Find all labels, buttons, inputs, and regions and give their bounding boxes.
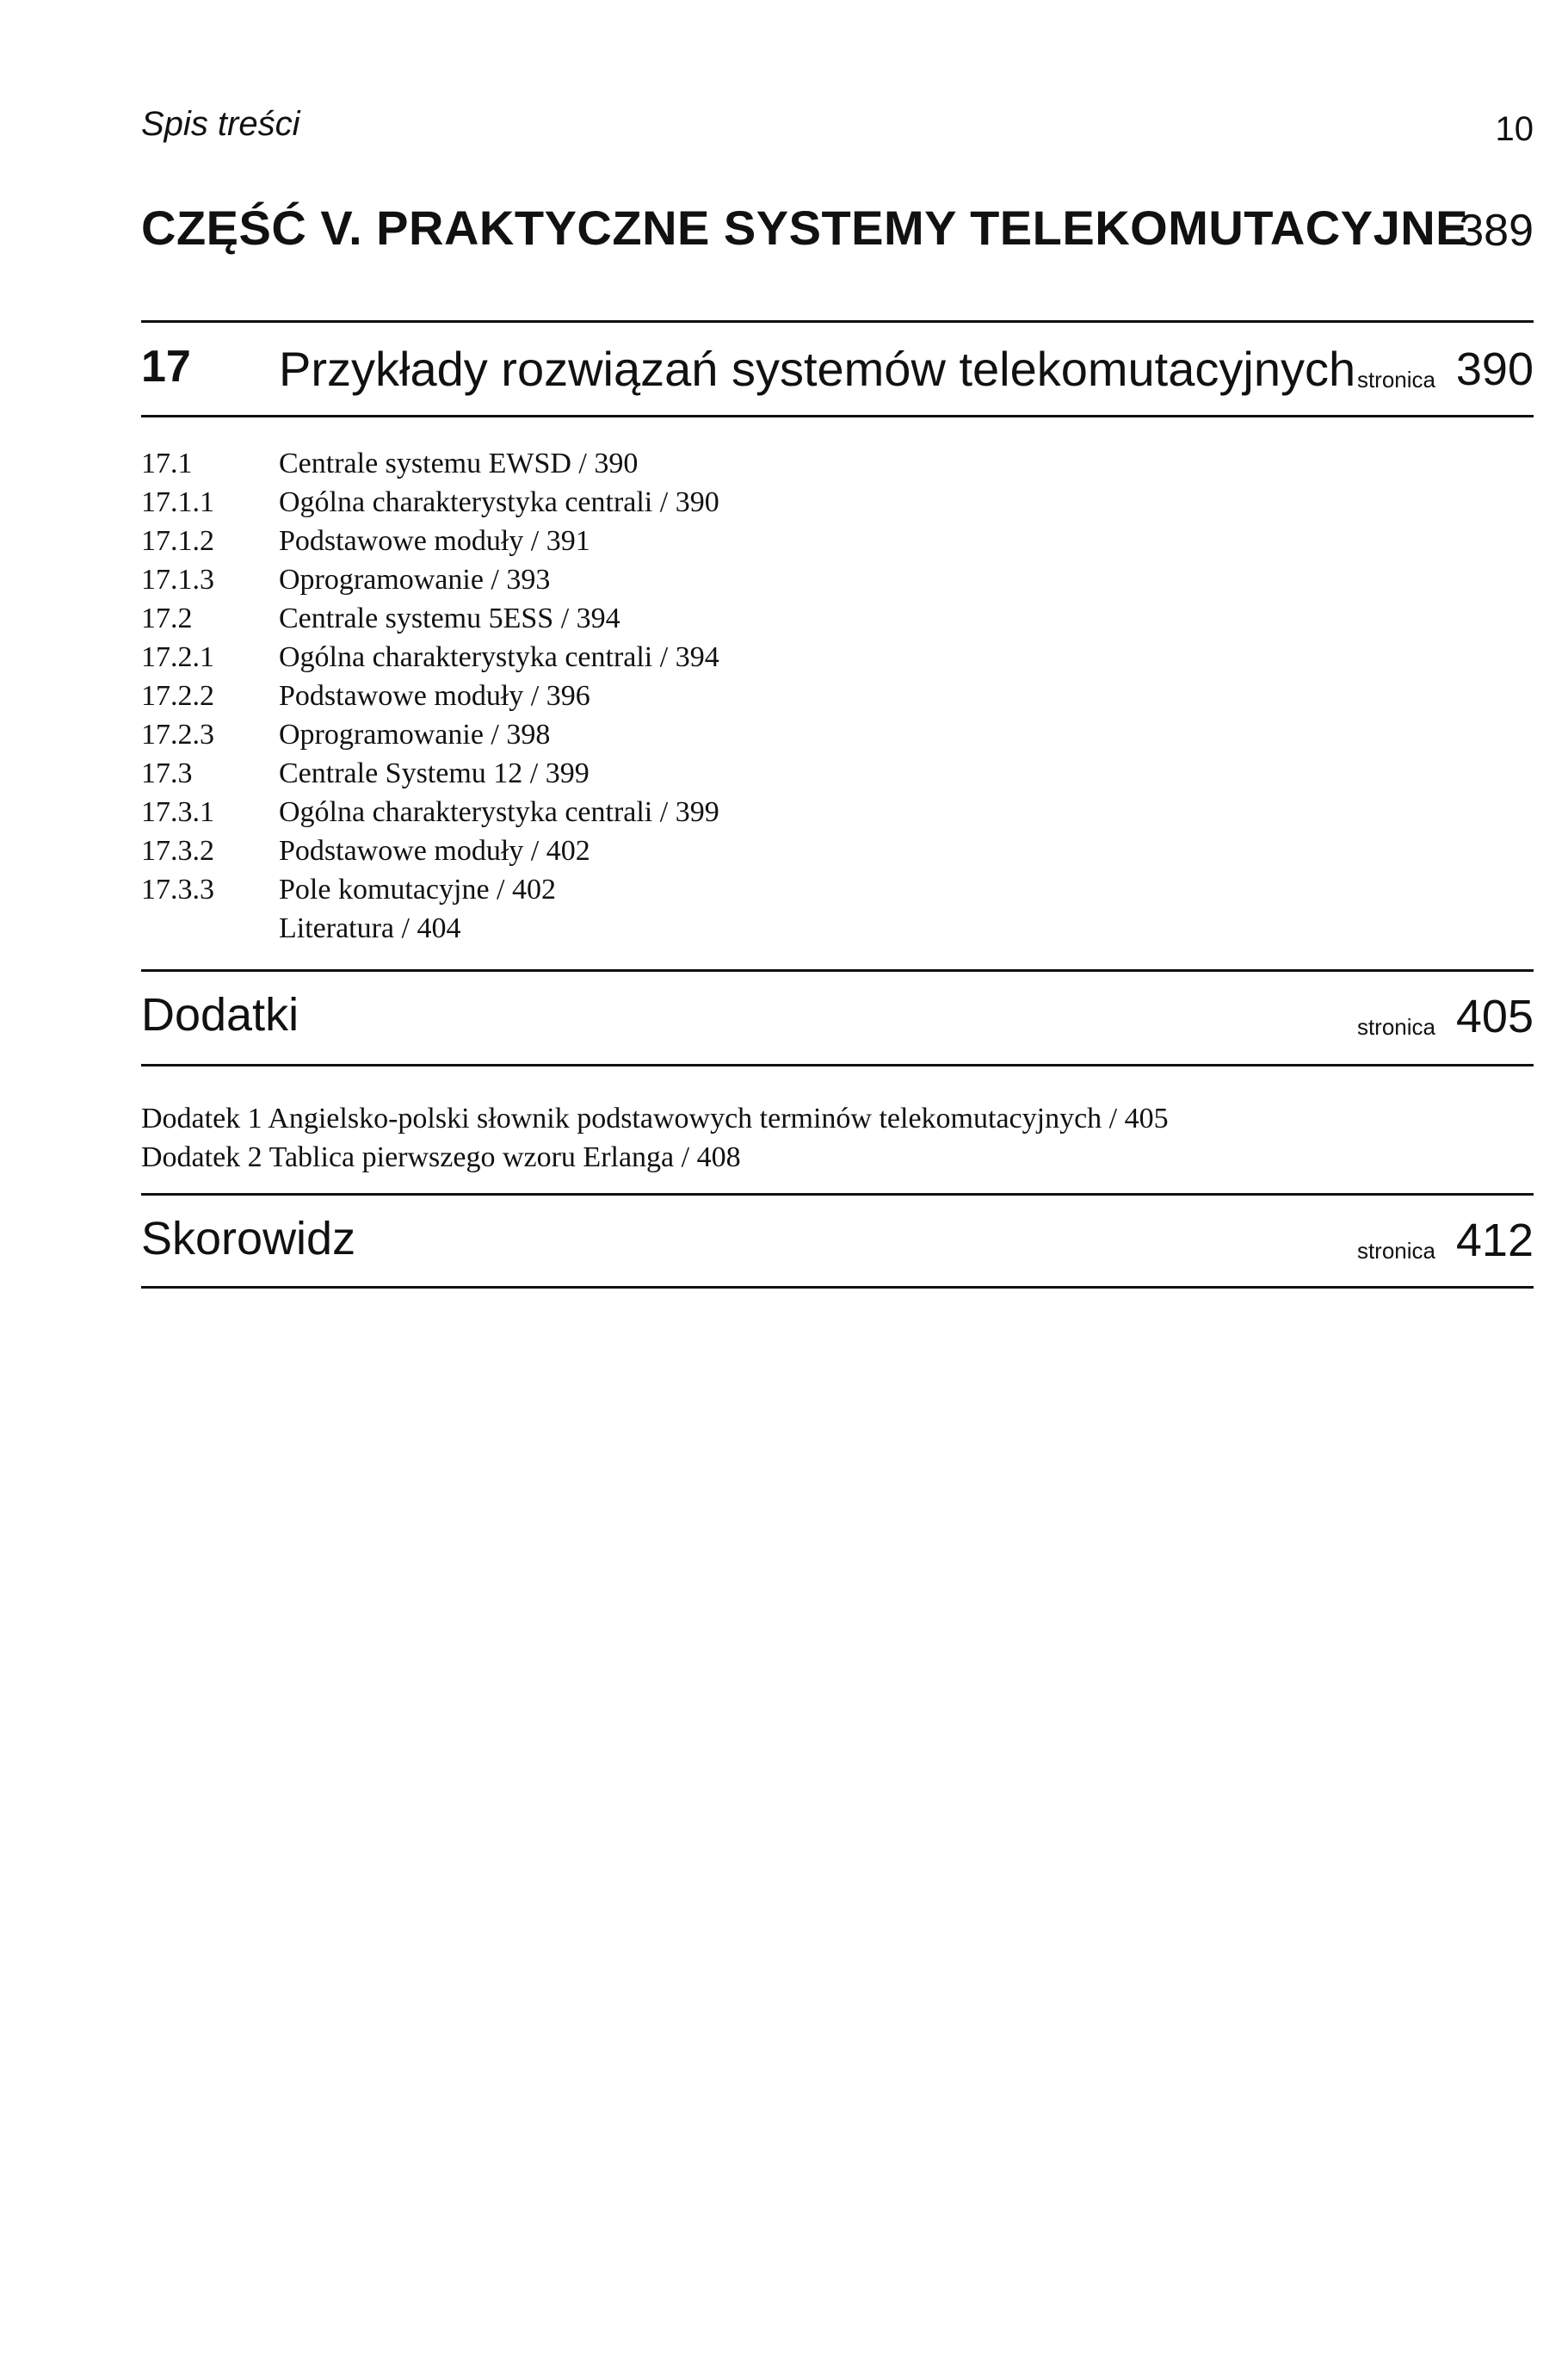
chapter-page-number: 390 <box>1455 343 1534 395</box>
chapter-page-label: stronica <box>1356 367 1435 393</box>
toc-entry[interactable] <box>141 754 719 793</box>
toc-entry-number: 17.2.1 <box>141 641 214 673</box>
toc-entry[interactable] <box>141 677 719 715</box>
toc-entry-number: 17.2.3 <box>141 719 214 751</box>
toc-entry[interactable] <box>141 793 719 832</box>
toc-entry-text: Oprogramowanie / 393 <box>279 564 551 596</box>
toc-entry-text: Ogólna charakterystyka centrali / 390 <box>279 486 719 518</box>
toc-entry[interactable] <box>141 483 719 522</box>
divider-rule <box>141 969 1534 972</box>
toc-entry-number: 17.1 <box>141 448 193 479</box>
divider-rule <box>141 1286 1534 1289</box>
appendix-entry[interactable]: Dodatek 2 Tablica pierwszego wzoru Erlanga / 408 <box>141 1141 741 1173</box>
toc-entry-number: 17.3.3 <box>141 874 214 906</box>
chapter-title: Przykłady rozwiązań systemów telekomutacyjnych <box>279 342 1356 396</box>
toc-entry-text: Centrale systemu EWSD / 390 <box>279 448 639 479</box>
toc-entry-text: Centrale systemu 5ESS / 394 <box>279 603 620 634</box>
toc-entry-text: Pole komutacyjne / 402 <box>279 874 557 906</box>
toc-entry[interactable] <box>141 715 719 754</box>
toc-entry-number: 17.2 <box>141 603 193 634</box>
running-header-title: Spis treści <box>141 105 300 143</box>
chapter-toc-list <box>141 444 719 948</box>
toc-entry-text: Oprogramowanie / 398 <box>279 719 551 751</box>
divider-rule <box>141 1193 1534 1196</box>
part-page-number: 389 <box>1459 206 1534 256</box>
toc-entry[interactable] <box>141 599 719 638</box>
toc-entry-text: Podstawowe moduły / 391 <box>279 525 590 557</box>
toc-entry-number: 17.1.1 <box>141 486 214 518</box>
appendices-title: Dodatki <box>141 989 299 1041</box>
toc-entry-number: 17.1.2 <box>141 525 214 557</box>
toc-entry[interactable] <box>141 444 719 483</box>
toc-entry[interactable] <box>141 909 719 948</box>
divider-rule <box>141 1064 1534 1066</box>
toc-entry-number: 17.3.2 <box>141 835 214 867</box>
toc-entry[interactable] <box>141 832 719 870</box>
toc-entry-number: 17.1.3 <box>141 564 214 596</box>
toc-entry[interactable] <box>141 870 719 909</box>
divider-rule <box>141 415 1534 417</box>
index-title: Skorowidz <box>141 1213 356 1264</box>
toc-entry-number: 17.3 <box>141 757 193 789</box>
toc-entry[interactable] <box>141 638 719 677</box>
appendices-list <box>141 1099 1169 1177</box>
index-page-label: stronica <box>1356 1238 1435 1264</box>
part-title: CZĘŚĆ V. PRAKTYCZNE SYSTEMY TELEKOMUTACYJNE <box>141 201 1469 255</box>
appendices-page-label: stronica <box>1356 1014 1435 1040</box>
toc-entry-text: Podstawowe moduły / 396 <box>279 680 590 712</box>
index-page-number: 412 <box>1455 1215 1534 1266</box>
toc-entry-text: Ogólna charakterystyka centrali / 399 <box>279 796 719 828</box>
toc-entry-text: Podstawowe moduły / 402 <box>279 835 590 867</box>
running-header-page-number: 10 <box>1495 110 1534 148</box>
toc-entry-text: Literatura / 404 <box>279 912 461 944</box>
appendix-entry[interactable]: Dodatek 1 Angielsko-polski słownik podstawowych terminów telekomutacyjnych / 405 <box>141 1103 1169 1134</box>
toc-entry[interactable] <box>141 560 719 599</box>
toc-entry-number: 17.2.2 <box>141 680 214 712</box>
toc-entry-text: Centrale Systemu 12 / 399 <box>279 757 590 789</box>
toc-entry-number: 17.3.1 <box>141 796 214 828</box>
appendices-page-number: 405 <box>1455 991 1534 1042</box>
toc-entry-text: Ogólna charakterystyka centrali / 394 <box>279 641 719 673</box>
chapter-number: 17 <box>141 342 191 392</box>
toc-entry[interactable] <box>141 522 719 560</box>
divider-rule <box>141 320 1534 323</box>
